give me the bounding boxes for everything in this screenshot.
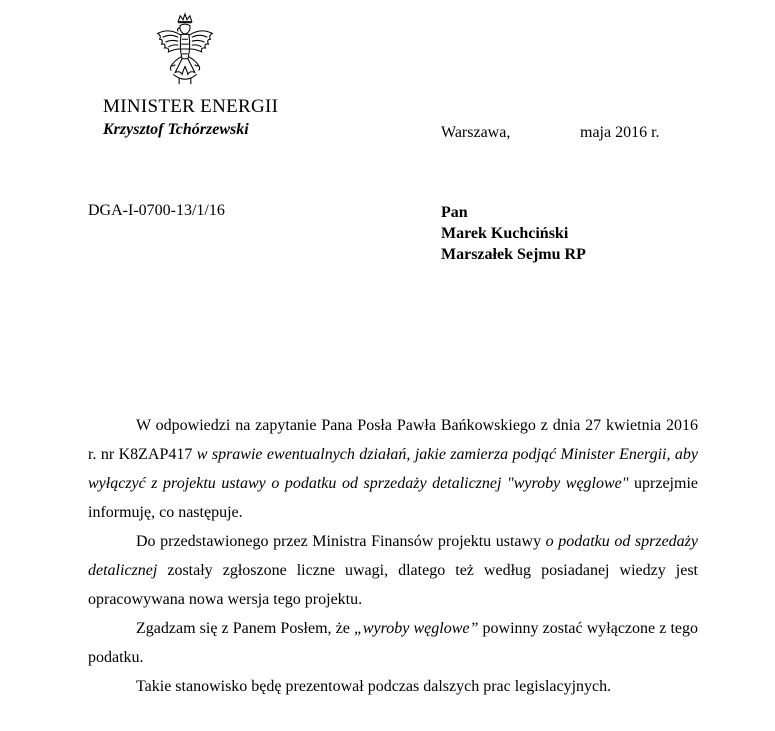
body-paragraph-1: W odpowiedzi na zapytanie Pana Posła Pawła Bańkowskiego z dnia 27 kwietnia 2016 r. nr K8ZAP417 w sprawie ewentualnych działań, jakie zamierza podjąć Minister Energii, aby wyłączyć z projektu ustawy o podatku od sprzedaży detalicznej "wyroby węglowe" uprzejmie informuję, co następuje.	[88, 417, 698, 521]
letter-date: maja 2016 r.	[580, 124, 660, 141]
addressee-name: Marek Kuchciński	[441, 225, 569, 242]
addressee-salutation: Pan	[441, 204, 468, 221]
addressee-position: Marszałek Sejmu RP	[441, 246, 586, 263]
body-paragraph-3: Zgadzam się z Panem Posłem, że „wyroby węglowe” powinny zostać wyłączone z tego podatku.	[88, 620, 699, 666]
letter-body	[88, 411, 698, 701]
body-paragraph-4: Takie stanowisko będę prezentował podczas dalszych prac legislacyjnych.	[136, 678, 612, 695]
minister-title: MINISTER ENERGII	[103, 96, 279, 117]
body-paragraph-2: Do przedstawionego przez Ministra Finansów projektu ustawy o podatku od sprzedaży detalicznej zostały zgłoszone liczne uwagi, dlatego też według posiadanej wiedzy jest opracowywana nowa wersja tego projektu.	[88, 533, 699, 608]
reference-number: DGA-I-0700-13/1/16	[88, 202, 225, 219]
minister-name: Krzysztof Tchórzewski	[103, 121, 249, 138]
letter-place: Warszawa,	[441, 124, 511, 141]
polish-eagle-emblem-icon	[146, 10, 224, 88]
addressee-block	[441, 202, 586, 265]
